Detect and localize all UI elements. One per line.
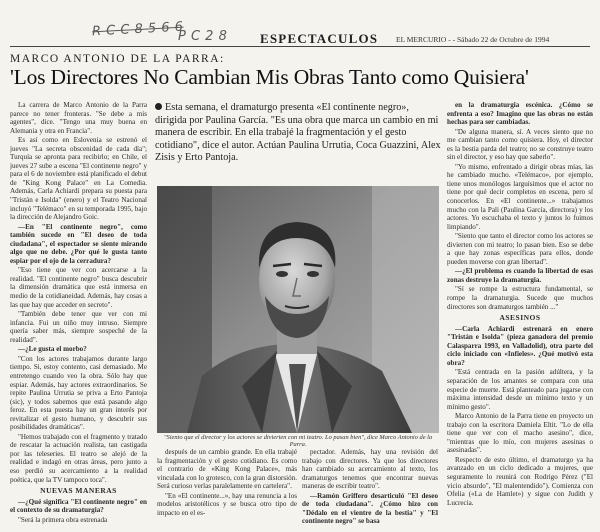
- column-paragraph: Marco Antonio de la Parra tiene en proyecto un trabajo con la escritora Damiela Eltit. "Lo de ella tiene que ver con el macho asesino", dice, "mientras que lo mío, con mujeres asesinas o asesinadas".: [447, 412, 593, 455]
- column-paragraph: "Con los actores trabajamos durante largo tiempo. Si, estoy contento, casi demasiado. Me entretengo cuando veo la obra. Sólo hay que espiar. Además, hay actores extraordinarios. Se repite Paulina Urrutia se priva a Erto Pantoja (sic), y todos sabemos que está pasando algo feroz. En esta puesta hay un gran interés por revitalizar el gesto humano, y descubrir sus posibilidades dramáticas".: [10, 354, 147, 432]
- interview-question: —En "El continente negro", como también sucede en "El deseo de toda ciudadana", el espectador se siente mirando algo que no debe. ¿Por qué le gusta tanto espiar por el ojo de la cerradura?: [10, 222, 147, 265]
- column-paragraph: "Sí se rompe la estructura fundamental, se rompe la dramaturgia. Sucede que muchos directores son dramaturgos también ...": [447, 285, 593, 311]
- article-column-3: [447, 101, 593, 532]
- article-column-2-right: [302, 448, 438, 532]
- top-rule-divider: [10, 46, 590, 47]
- handwritten-reference-code: R C C 8 5 6 6: [91, 19, 184, 40]
- column-paragraph: "Eso tiene que ver con acercarse a la realidad. "El continente negro" busca descubrir la dimensión dramática que está inmersa en medio de la cotidianeidad. Además, hay cosas a las que hay que acceder en secreto".: [10, 266, 147, 309]
- column-paragraph: La carrera de Marco Antonio de la Parra parece no tener fronteras. "Se debe a mis agentes", dice. "Tengo una muy buena en Alemania y otra en Francia".: [10, 101, 147, 135]
- column-paragraph: pectador. Además, hay una revisión del trabajo con directores. Ya que los directores han cambiado su acercamiento al texto, los dramaturgos tenemos que encontrar nuevas maneras de escribir teatro".: [302, 448, 438, 491]
- interview-question: —¿Le gusta el morbo?: [18, 345, 87, 354]
- column-paragraph: "También debe tener que ver con mi infancia. Fui un niño muy intruso. Siempre quería saber más, siempre sospeché de la realidad".: [10, 310, 147, 344]
- author-portrait-photo: [157, 186, 439, 433]
- column-paragraph: Es así como en Eslovenia se estrenó el jueves "La secreta obscenidad de cada día"; Turquía se apronta para recibirlo; en Chile, el jueves 27 sube a escena "El continente negro" y para el 6 de noviembre está planificado el debut de "King Kong Palace" en La Comedia. Además, Carla Achiardi prepara su puesta para "Tristán e Isolda" (enero) y el Teatro Nacional incluyó "Telémaco" en su temporada 1995, bajo la dirección de Alejandro Goic.: [10, 136, 147, 222]
- column-paragraph: "Está centrada en la pasión adúltera, y la separación de los amantes se compara con una especie de muerte. Está planteado para jugarse con máxima intensidad desde un mínimo texto y un mínimo gesto".: [447, 368, 593, 411]
- interview-question: en la dramaturgia escénica. ¿Cómo se enfrenta a eso? Imagino que las obras no están hechas para ser cambiadas.: [447, 101, 593, 127]
- column-paragraph: después de un cambio grande. En ella trabajé la fragmentación y el gesto cotidiano. Es como el contrario de «King Kong Palace», más vinculada con lo grotesco, con la gran distorsión. Será curioso verlas paralelamente en cartelera".: [157, 448, 297, 491]
- interview-question: —Ramón Griffero desarticuló "El deseo de toda ciudadana". ¿Cómo hizo con "Dédalo en el vientre de la bestia" y "El continente negro" se basa: [302, 491, 438, 526]
- masthead-date: EL MERCURIO - - Sábado 22 de Octubre de 1994: [396, 35, 550, 44]
- column-paragraph: "Será la primera obra estrenada: [18, 515, 108, 524]
- interview-question: —¿El problema es cuando la libertad de esas zonas destruye la dramaturgia.: [447, 267, 593, 284]
- column-paragraph: "Siento que tanto el director como los actores se divierten con mi teatro; lo pasan bien. Eso se debe a que hay zonas específicas para ellos, donde pueden moverse con gran libertad".: [447, 232, 593, 266]
- column-paragraph: "En «El continente...», hay una renuncia a los modelos aristotélicos y se busca otro tipo de impacto en el es-: [157, 491, 297, 517]
- section-title: ESPECTACULOS: [260, 31, 379, 46]
- column-paragraph: "Yo mismo, enfrentado a dirigir obras mías, las he cambiado mucho. «Telémaco», por ejemplo, tiene unos monólogos larguísimos que el actor no tiene por qué decir completos en escena, pero sí conocerlos. En «El continente...» trabajamos mucho con la Pali (Paulina García, directora) y los actores. Yo escuchaba el texto y juntos lo fuimos limpiando".: [447, 162, 593, 231]
- column-paragraph: Respecto de esto último, el dramaturgo ya ha avanzado en un ciclo dedicado a mujeres, que seguramente lo reunirá con Rodrigo Pérez ("El vicio absurdo", "El malentendido"). Comienza con Ofelia («La de Hamlet») y sigue con Judith y Lucrecia.: [447, 455, 593, 507]
- column-subhead: ASESINOS: [499, 313, 541, 323]
- column-paragraph: "De alguna manera, sí. A veces siento que no me cambian tanto como quisiera. Hoy, el director es la bestia parda del teatro; no se construye teatro sin el director, y eso hay que saberlo".: [447, 127, 593, 162]
- interview-question: —¿Qué significa "El continente negro" en el contexto de su dramaturgia?: [10, 497, 147, 515]
- portrait-photo-image: [157, 186, 439, 433]
- photo-caption: "Siento que el director y los actores se divierten con mi teatro. Lo pasan bien", dice Marco Antonio de la Parra.: [163, 434, 433, 448]
- interview-question: —Carla Achiardi estrenará en enero "Tristán e Isolda" (pieza ganadora del premio Calasparra 1993, en Valladolid), otra parte del ciclo iniciado con «Infieles». ¿Qué motivó esta obra?: [447, 324, 593, 367]
- article-column-1: [10, 101, 147, 532]
- article-column-2-left: [157, 448, 297, 532]
- article-byline: MARCO ANTONIO DE LA PARRA:: [10, 53, 225, 65]
- handwritten-page-reference: P C 2 8: [178, 29, 228, 44]
- column-subhead: NUEVAS MANERAS: [40, 486, 117, 496]
- bullet-icon: [155, 103, 162, 110]
- article-lead: [155, 102, 442, 165]
- column-paragraph: "Hemos trabajado con el fragmento y tratado de rescatar la actuación realista, tan castigada por las teleseries. El teatro se alejó de la realidad e indagó en otras áreas, pero junto a eso perdió su acercamiento a la realidad poética, que la TV tampoco toca".: [10, 432, 147, 484]
- article-headline: 'Los Directores No Cambian Mis Obras Tanto como Quisiera': [10, 65, 529, 89]
- lead-text: Esta semana, el dramaturgo presenta «El continente negro», dirigida por Paulina García. "Es una obra que marca un cambio en mi manera de escribir. En ella trabajé la fragmentación y el gesto cotidiano", dice el autor. Actúan Paulina Urrutia, Coca Guazzini, Alex Zisis y Erto Pantoja.: [155, 102, 441, 164]
